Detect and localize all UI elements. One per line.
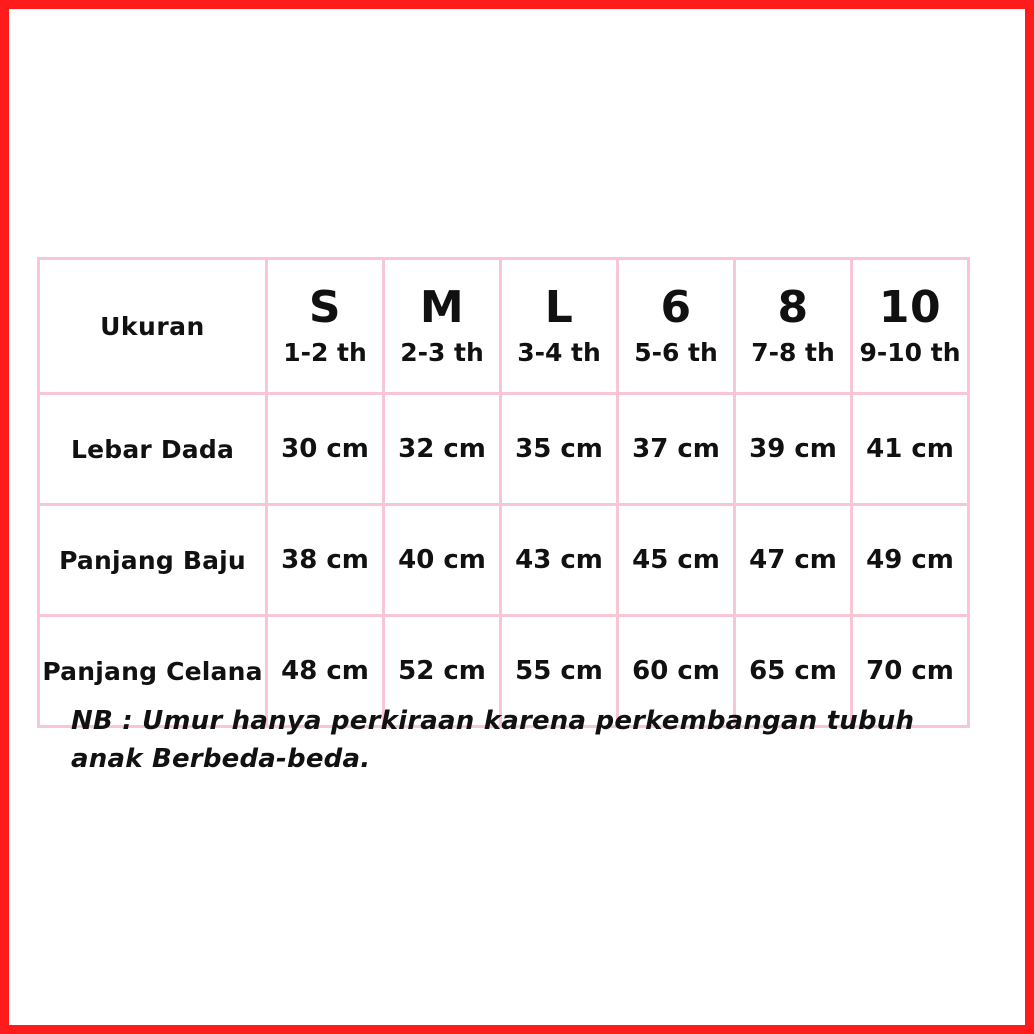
cell-panjang-celana-l: 55 cm xyxy=(501,616,618,727)
size-letter: 10 xyxy=(878,282,942,334)
cell-lebar-dada-s: 30 cm xyxy=(267,394,384,505)
table-header-row xyxy=(39,259,969,394)
row-label-panjang-baju: Panjang Baju xyxy=(39,505,267,616)
size-age: 2-3 th xyxy=(400,338,484,368)
cell-lebar-dada-6: 37 cm xyxy=(618,394,735,505)
cell-lebar-dada-10: 41 cm xyxy=(852,394,969,505)
cell-panjang-celana-6: 60 cm xyxy=(618,616,735,727)
size-letter: L xyxy=(544,282,574,334)
cell-panjang-baju-m: 40 cm xyxy=(384,505,501,616)
page-inner xyxy=(9,9,1025,1025)
cell-lebar-dada-l: 35 cm xyxy=(501,394,618,505)
header-cell-size-m xyxy=(384,259,501,394)
size-age: 3-4 th xyxy=(517,338,601,368)
header-cell-size-10 xyxy=(852,259,969,394)
row-label-lebar-dada: Lebar Dada xyxy=(39,394,267,505)
cell-lebar-dada-m: 32 cm xyxy=(384,394,501,505)
cell-panjang-celana-m: 52 cm xyxy=(384,616,501,727)
cell-panjang-celana-10: 70 cm xyxy=(852,616,969,727)
header-cell-size-8 xyxy=(735,259,852,394)
cell-lebar-dada-8: 39 cm xyxy=(735,394,852,505)
size-letter: S xyxy=(308,282,342,334)
cell-panjang-baju-s: 38 cm xyxy=(267,505,384,616)
cell-panjang-celana-s: 48 cm xyxy=(267,616,384,727)
row-label-panjang-celana: Panjang Celana xyxy=(39,616,267,727)
size-letter: M xyxy=(419,282,465,334)
table-row xyxy=(39,505,969,616)
cell-panjang-baju-10: 49 cm xyxy=(852,505,969,616)
size-age: 1-2 th xyxy=(283,338,367,368)
cell-panjang-baju-8: 47 cm xyxy=(735,505,852,616)
table-row xyxy=(39,394,969,505)
size-table-container xyxy=(37,257,967,728)
cell-panjang-baju-l: 43 cm xyxy=(501,505,618,616)
size-age: 9-10 th xyxy=(859,338,961,368)
size-age: 7-8 th xyxy=(751,338,835,368)
cell-panjang-baju-6: 45 cm xyxy=(618,505,735,616)
size-table xyxy=(37,257,970,728)
size-letter: 8 xyxy=(777,282,809,334)
size-age: 5-6 th xyxy=(634,338,718,368)
header-cell-ukuran: Ukuran xyxy=(39,259,267,394)
header-cell-size-l xyxy=(501,259,618,394)
header-cell-size-s xyxy=(267,259,384,394)
cell-panjang-celana-8: 65 cm xyxy=(735,616,852,727)
header-cell-size-6 xyxy=(618,259,735,394)
size-letter: 6 xyxy=(660,282,692,334)
note-text: NB : Umur hanya perkiraan karena perkembangan tubuh anak Berbeda-beda. xyxy=(71,706,915,774)
